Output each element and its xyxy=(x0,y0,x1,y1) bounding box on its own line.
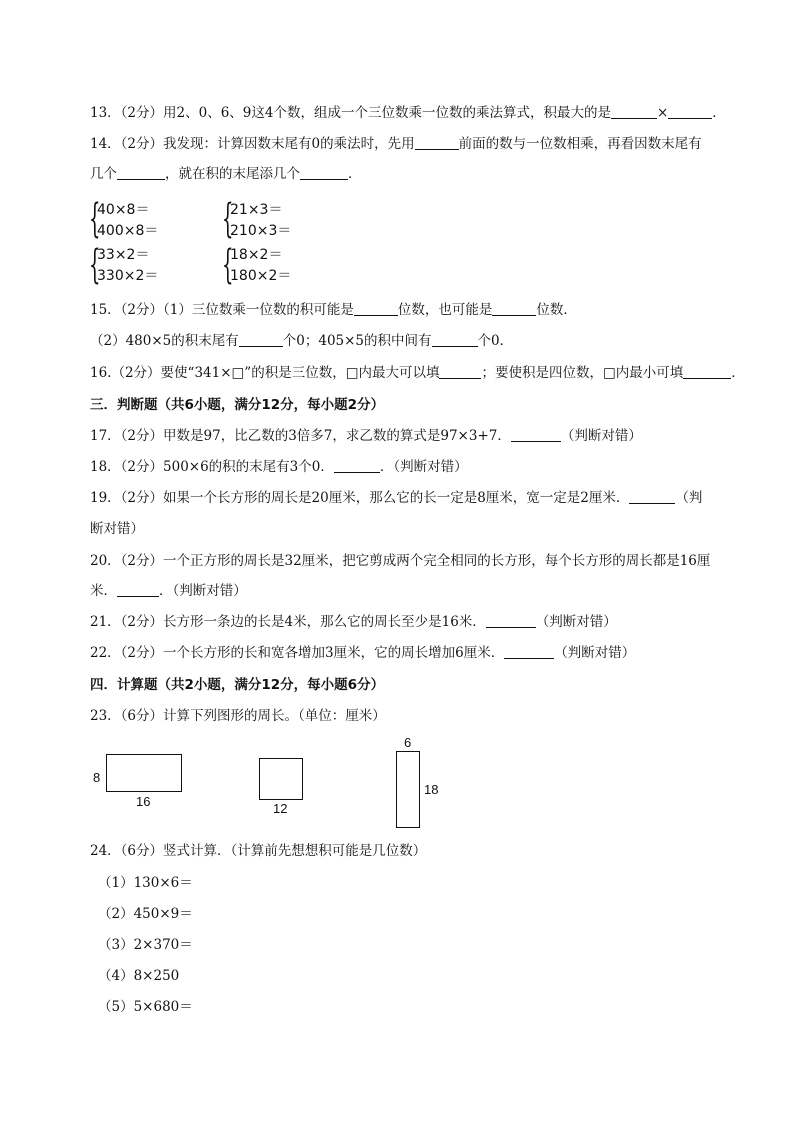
question-17: 17．（2分）甲数是97，比乙数的3倍多7，求乙数的算式是97×3+7． （判断对错） xyxy=(90,428,642,444)
answer-blank[interactable] xyxy=(683,365,731,379)
rectangle-figure-1 xyxy=(106,754,182,792)
equation: 18×2＝ xyxy=(230,247,283,263)
question-15-line2: （2）480×5的积末尾有 个0；405×5的积中间有 个0． xyxy=(90,333,514,349)
answer-blank[interactable] xyxy=(504,645,554,659)
section-heading-judgment: 三．判断题（共6小题，满分12分，每小题2分） xyxy=(90,397,385,413)
answer-blank[interactable] xyxy=(354,302,398,316)
answer-blank[interactable] xyxy=(629,490,675,504)
figure-3-top-label: 6 xyxy=(404,735,412,750)
question-14-line2: 几个 ，就在积的末尾添几个 ． xyxy=(90,166,362,182)
figure-2-bottom-label: 12 xyxy=(273,801,288,816)
calculation-item: （1）130×6＝ xyxy=(98,875,193,891)
equation: 21×3＝ xyxy=(230,202,283,218)
equation: 40×8＝ xyxy=(97,202,150,218)
question-19-line1: 19．（2分）如果一个长方形的周长是20厘米，那么它的长一定是8厘米，宽一定是2厘米． （判 xyxy=(90,490,703,506)
brace-icon: { xyxy=(222,196,234,242)
question-18: 18．（2分）500×6的积的末尾有3个0． ．（判断对错） xyxy=(90,459,468,475)
equation: 330×2＝ xyxy=(97,268,159,284)
answer-blank[interactable] xyxy=(334,459,380,473)
rectangle-figure-3 xyxy=(396,751,420,828)
question-20-line2: 米． ．（判断对错） xyxy=(90,583,247,599)
calculation-item: （5）5×680＝ xyxy=(98,999,193,1015)
question-24: 24．（6分）竖式计算．（计算前先想想积可能是几位数） xyxy=(90,843,427,859)
question-19-line2: 断对错） xyxy=(90,521,144,537)
brace-icon: { xyxy=(222,242,234,288)
equation: 400×8＝ xyxy=(97,223,159,239)
question-20-line1: 20．（2分）一个正方形的周长是32厘米，把它剪成两个完全相同的长方形，每个长方形的周长都是16厘 xyxy=(90,553,711,569)
answer-blank[interactable] xyxy=(117,583,159,597)
question-13: 13．（2分）用2、0、6、9这4个数，组成一个三位数乘一位数的乘法算式，积最大的是 × ． xyxy=(90,105,726,121)
equation: 33×2＝ xyxy=(97,247,150,263)
figure-1-side-label: 8 xyxy=(93,770,101,785)
question-21: 21．（2分）长方形一条边的长是4米，那么它的周长至少是16米． （判断对错） xyxy=(90,614,617,630)
answer-blank[interactable] xyxy=(300,166,348,180)
question-16: 16.（2分）要使“341×□”的积是三位数，□内最大可以填 ；要使积是四位数，□内最小可填 ． xyxy=(90,365,745,381)
equation: 210×3＝ xyxy=(230,223,292,239)
equation: 180×2＝ xyxy=(230,268,292,284)
answer-blank[interactable] xyxy=(611,105,657,119)
calculation-item: （4）8×250 xyxy=(98,968,180,984)
answer-blank[interactable] xyxy=(432,333,478,347)
answer-blank[interactable] xyxy=(511,428,561,442)
brace-icon: { xyxy=(89,196,101,242)
answer-blank[interactable] xyxy=(668,105,712,119)
brace-icon: { xyxy=(89,242,101,288)
question-14-line1: 14．（2分）我发现：计算因数末尾有0的乘法时，先用 前面的数与一位数相乘，再看因数末尾有 xyxy=(90,136,702,152)
question-23: 23．（6分）计算下列图形的周长。（单位：厘米） xyxy=(90,708,386,724)
answer-blank[interactable] xyxy=(486,614,536,628)
question-15-line1: 15．（2分）（1）三位数乘一位数的积可能是 位数，也可能是 位数． xyxy=(90,302,577,318)
answer-blank[interactable] xyxy=(492,302,536,316)
answer-blank[interactable] xyxy=(439,365,481,379)
square-figure-2 xyxy=(259,758,303,800)
figure-3-side-label: 18 xyxy=(424,782,439,797)
question-22: 22．（2分）一个长方形的长和宽各增加3厘米，它的周长增加6厘米． （判断对错） xyxy=(90,645,636,661)
calculation-item: （2）450×9＝ xyxy=(98,906,193,922)
answer-blank[interactable] xyxy=(415,136,459,150)
answer-blank[interactable] xyxy=(239,333,283,347)
calculation-item: （3）2×370＝ xyxy=(98,937,193,953)
section-heading-calculation: 四．计算题（共2小题，满分12分，每小题6分） xyxy=(90,677,385,693)
answer-blank[interactable] xyxy=(117,166,165,180)
figure-1-bottom-label: 16 xyxy=(136,794,151,809)
